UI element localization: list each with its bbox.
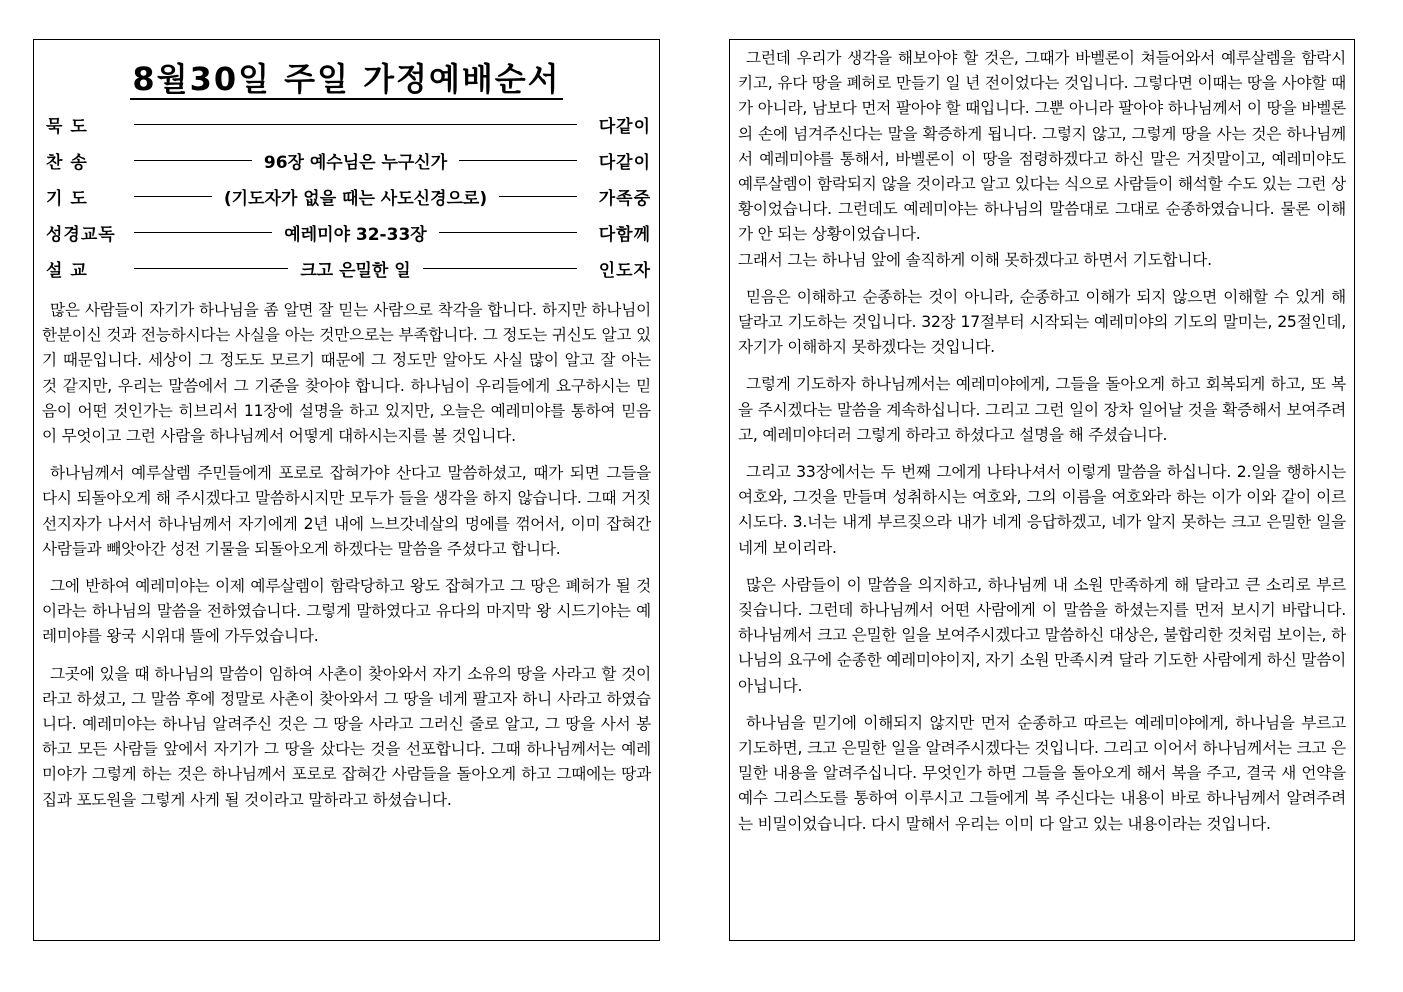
order-who: 가족중 (598, 188, 652, 209)
order-line (134, 232, 272, 233)
worship-order (42, 106, 651, 286)
order-who: 다함께 (598, 224, 651, 245)
order-label: 묵 도 (46, 116, 88, 137)
order-who: 다같이 (598, 152, 652, 173)
paragraph: 그런데 우리가 생각을 해보아야 할 것은, 그때가 바벨론이 쳐들어와서 예루살렘을 함락시키고, 유다 땅을 폐허로 만들기 일 년 전이었다는 것입니다. 그렇다면 이때는 땅을 사야할 때가 아니라, 남보다 먼저 팔아야 할 때입니다. 그뿐 아니라 팔아야 하나님께서 이 땅을 바벨론의 손에 넘겨주신다는 말을 확증하게 됩니다. 그렇지 않고, 그렇게 땅을 사는 것은 하나님께서 예레미야를 통해서, 바벨론이 이 땅을 점령하겠다고 하신 말은 거짓말이고, 예레미야도 예루살렘이 함락되지 않을 것이라고 알고 있다는 식으로 사람들이 해석할 수도 있는 그런 상황이었습니다. 그런데도 예레미야는 하나님의 말씀대로 그대로 순종하였습니다. 물론 이해가 안 되는 상황이었습니다. (738, 49, 1346, 244)
order-row-sermon (42, 250, 651, 286)
order-label: 찬 송 (46, 152, 88, 173)
order-line (134, 268, 288, 269)
order-line (423, 268, 577, 269)
paragraph: 믿음은 이해하고 순종하는 것이 아니라, 순종하고 이해가 되지 않으면 이해할 수 있게 해 달라고 기도하는 것입니다. 32장 17절부터 시작되는 예레미야의 기도의 말미는, 25절인데, 자기가 이해하지 못하겠다는 것입니다. (738, 287, 1346, 357)
order-label: 성경교독 (46, 224, 116, 245)
paragraph: 그렇게 기도하자 하나님께서는 예레미야에게, 그들을 돌아오게 하고 회복되게 하고, 또 복을 주시겠다는 말씀을 계속하십니다. 그리고 그런 일이 장차 일어날 것을 확증해서 보여주려고, 예레미야더러 그렇게 하라고 하셨다고 설명을 해 주셨습니다. (738, 375, 1346, 444)
order-row-hymn (42, 142, 651, 178)
sermon-text-right (738, 46, 1346, 849)
left-page-panel (33, 39, 660, 941)
paragraph: 많은 사람들이 자기가 하나님을 좀 알면 잘 믿는 사람으로 착각을 합니다. 하지만 하나님이 한분이신 것과 전능하시다는 사실을 아는 것만으로는 부족합니다. 그 정도는 귀신도 알고 있기 때문입니다. 세상이 그 정도도 모르기 때문에 그 정도만 알아도 사실 많이 알고 잘 아는 것 같지만, 우리는 말씀에서 그 기준을 찾아야 합니다. 하나님이 우리들에게 요구하시는 믿음이 어떤 것인가는 히브리서 11장에 설명을 하고 있지만, 오늘은 예레미야를 통하여 믿음이 무엇이고 그런 사람을 하나님께서 어떻게 대하시는지를 볼 것입니다. (42, 301, 651, 446)
paragraph: 그래서 그는 하나님 앞에 솔직하게 이해 못하겠다고 하면서 기도합니다. (738, 250, 1212, 269)
order-line (459, 160, 577, 161)
right-page-panel (729, 39, 1355, 941)
sermon-text-left (42, 298, 651, 825)
paragraph: 그에 반하여 예레미야는 이제 예루살렘이 함락당하고 왕도 잡혀가고 그 땅은 폐허가 될 것이라는 하나님의 말씀을 전하였습니다. 그렇게 말하였다고 유다의 마지막 왕 시드기야는 예레미야를 왕국 시위대 뜰에 가두었습니다. (42, 577, 651, 646)
order-row-prayer (42, 178, 651, 214)
order-detail: 예레미야 32-33장 (284, 224, 427, 245)
paragraph: 그리고 33장에서는 두 번째 그에게 나타나셔서 이렇게 말씀을 하십니다. 2.일을 행하시는 여호와, 그것을 만들며 성취하시는 여호와, 그의 이름을 여호와라 하는 이가 이와 같이 이르시도다. 3.너는 내게 부르짖으라 내가 네게 응답하겠고, 네가 알지 못하는 크고 은밀한 일을 네게 보이리라. (738, 463, 1346, 557)
order-row-scripture (42, 214, 651, 250)
paragraph: 많은 사람들이 이 말씀을 의지하고, 하나님께 내 소원 만족하게 해 달라고 큰 소리로 부르짖습니다. 그런데 하나님께서 어떤 사람에게 이 말씀을 하셨는지를 먼저 보시기 바랍니다. 하나님께서 크고 은밀한 일을 보여주시겠다고 말씀하신 대상은, 불합리한 것처럼 보이는, 하나님의 요구에 순종한 예레미야이지, 자기 소원 만족시켜 달라 기도한 사람에게 하신 말씀이 아닙니다. (738, 575, 1346, 695)
order-detail: (기도자가 없을 때는 사도신경으로) (223, 188, 488, 209)
order-line (439, 232, 577, 233)
order-line (134, 124, 577, 125)
order-who: 다같이 (598, 116, 651, 137)
order-detail: 96장 예수님은 누구신가 (263, 152, 448, 173)
paragraph: 하나님께서 예루살렘 주민들에게 포로로 잡혀가야 산다고 말씀하셨고, 때가 되면 그들을 다시 되돌아오게 해 주시겠다고 말씀하시지만 모두가 들을 생각을 하지 않습니다. 그때 거짓선지자가 나서서 하나님께서 자기에게 2년 내에 느브갓네살의 멍에를 꺾어서, 이미 잡혀간 사람들과 빼앗아간 성전 기물을 되돌아오게 하겠다는 말씀을 주셨다고 합니다. (42, 464, 651, 558)
order-detail: 크고 은밀한 일 (300, 260, 411, 281)
order-label: 설 교 (46, 260, 88, 281)
order-who: 인도자 (598, 260, 651, 281)
order-line (134, 160, 252, 161)
paragraph: 하나님을 믿기에 이해되지 않지만 먼저 순종하고 따르는 예레미야에게, 하나님을 부르고 기도하면, 크고 은밀한 일을 알려주시겠다는 것입니다. 그리고 이어서 하나님께서는 크고 은밀한 내용을 알려주십니다. 무엇인가 하면 그들을 돌아오게 해서 복을 주고, 결국 새 언약을 예수 그리스도를 통하여 이루시고 그들에게 복 주신다는 내용이 바로 하나님께서 알려주려는 비밀이었습니다. 다시 말해서 우리는 이미 다 알고 있는 내용이라는 것입니다. (738, 713, 1346, 833)
paragraph: 그곳에 있을 때 하나님의 말씀이 임하여 사촌이 찾아와서 자기 소유의 땅을 사라고 할 것이라고 하셨고, 그 말씀 후에 정말로 사촌이 찾아와서 그 땅을 네게 팔고자 하니 사라고 하였습니다. 예레미야는 하나님 알려주신 것은 그 땅을 사라고 그러신 줄로 알고, 그 땅을 사서 봉하고 모든 사람들 앞에서 자기가 그 땅을 샀다는 것을 선포합니다. 그때 하나님께서는 예레미야가 그렇게 하는 것은 하나님께서 포로로 잡혀간 사람들을 돌아오게 하고 그때에는 땅과 집과 포도원을 그렇게 사게 될 것이라고 말하라고 하셨습니다. (42, 664, 651, 809)
order-line (499, 196, 577, 197)
order-label: 기 도 (46, 188, 88, 209)
order-row-silent-prayer (42, 106, 651, 142)
page-title: 8월30일 주일 가정예배순서 (132, 60, 561, 98)
order-line (134, 196, 212, 197)
